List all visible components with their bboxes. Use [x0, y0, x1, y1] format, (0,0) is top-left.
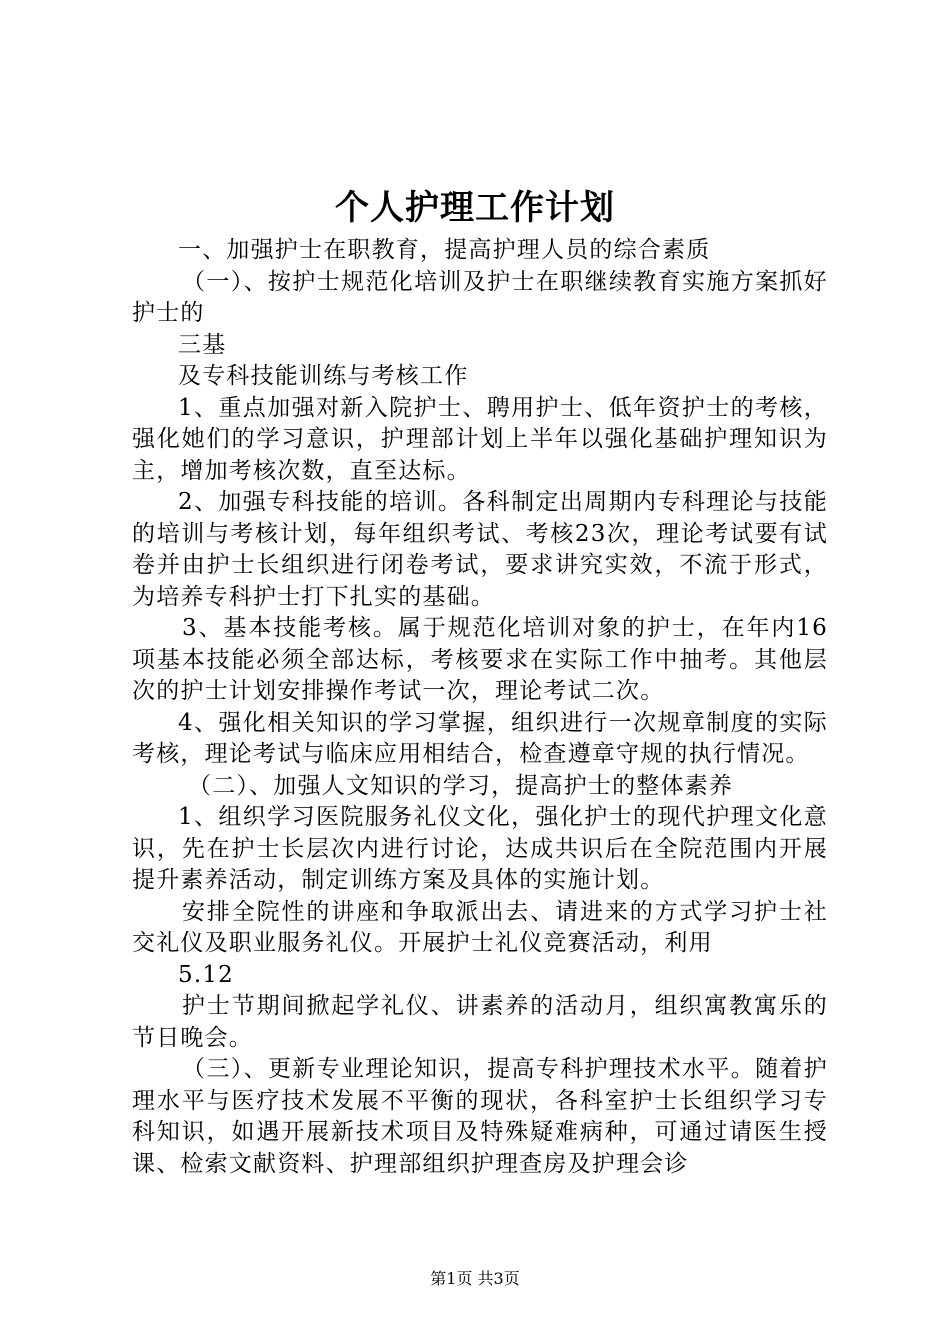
paragraph-date: 5.12 — [178, 961, 235, 988]
paragraph-specialty-training: 及专科技能训练与考核工作 — [178, 363, 469, 389]
paragraph-item-2: 2、加强专科技能的培训。各科制定出周期内专科理论与技能的培训与考核计划，每年组织考试、考核23次，理论考试要有试卷并由护士长组织进行闭卷考试，要求讲究实效，不流于形式，为培养专科护士打下扎实的基础。 — [132, 489, 828, 610]
paragraph-etiquette-2: 安排全院性的讲座和争取派出去、请进来的方式学习护士社交礼仪及职业服务礼仪。开展护士礼仪竞赛活动，利用 — [132, 898, 828, 956]
paragraph-nurses-day: 护士节期间掀起学礼仪、讲素养的活动月，组织寓教寓乐的节日晚会。 — [132, 993, 828, 1051]
paragraph-subsection-2: （二）、加强人文知识的学习，提高护士的整体素养 — [188, 772, 734, 799]
paragraph-subsection-1: （一）、按护士规范化培训及护士在职继续教育实施方案抓好护士的 — [132, 268, 828, 326]
document-body — [132, 235, 828, 1180]
paragraph-item-3: 3、基本技能考核。属于规范化培训对象的护士，在年内16项基本技能必须全部达标，考核要求在实际工作中抽考。其他层次的护士计划安排操作考试一次，理论考试二次。 — [132, 615, 828, 704]
paragraph-item-1: 1、重点加强对新入院护士、聘用护士、低年资护士的考核，强化她们的学习意识，护理部计划上半年以强化基础护理知识为主，增加考核次数，直至达标。 — [132, 394, 828, 484]
page-number-footer: 第1页 共3页 — [430, 1269, 520, 1288]
paragraph-item-4: 4、强化相关知识的学习掌握，组织进行一次规章制度的实际考核，理论考试与临床应用相结合，检查遵章守规的执行情况。 — [132, 709, 828, 767]
paragraph-etiquette-1: 1、组织学习医院服务礼仪文化，强化护士的现代护理文化意识，先在护士长层次内进行讨论，达成共识后在全院范围内开展提升素养活动，制定训练方案及具体的实施计划。 — [132, 804, 828, 893]
document-title: 个人护理工作计划 — [335, 188, 615, 228]
paragraph-subsection-3: （三）、更新专业理论知识，提高专科护理技术水平。随着护理水平与医疗技术发展不平衡的现状，各科室护士长组织学习专科知识，如遇开展新技术项目及特殊疑难病种，可通过请医生授课、检索文献资料、护理部组织护理查房及护理会诊 — [132, 1056, 828, 1177]
paragraph-three-basics: 三基 — [178, 331, 227, 358]
paragraph-section-1-heading: 一、加强护士在职教育，提高护理人员的综合素质 — [178, 237, 711, 263]
